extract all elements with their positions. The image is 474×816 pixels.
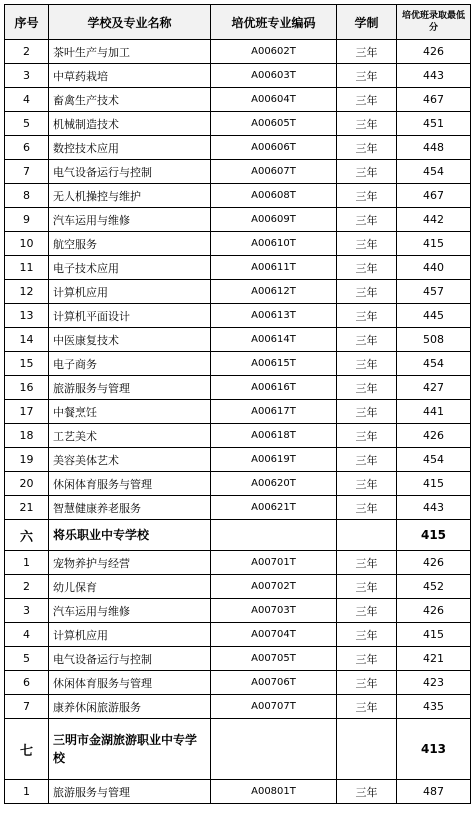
major-name: 休闲体育服务与管理	[49, 472, 211, 496]
min-score: 467	[397, 184, 471, 208]
major-name: 机械制造技术	[49, 112, 211, 136]
table-row	[5, 280, 471, 304]
major-name: 茶叶生产与加工	[49, 40, 211, 64]
duration	[337, 719, 397, 780]
duration: 三年	[337, 256, 397, 280]
major-name: 电气设备运行与控制	[49, 647, 211, 671]
row-index: 1	[5, 551, 49, 575]
min-score: 467	[397, 88, 471, 112]
major-name: 电子技术应用	[49, 256, 211, 280]
row-index: 3	[5, 64, 49, 88]
major-code: A00621T	[211, 496, 337, 520]
major-name: 电子商务	[49, 352, 211, 376]
min-score: 457	[397, 280, 471, 304]
major-code: A00603T	[211, 64, 337, 88]
row-index: 5	[5, 112, 49, 136]
min-score: 426	[397, 551, 471, 575]
row-index: 7	[5, 160, 49, 184]
major-name: 工艺美术	[49, 424, 211, 448]
min-score: 441	[397, 400, 471, 424]
major-code: A00702T	[211, 575, 337, 599]
duration: 三年	[337, 112, 397, 136]
duration: 三年	[337, 599, 397, 623]
min-score: 448	[397, 136, 471, 160]
school-name: 三明市金湖旅游职业中专学校	[49, 719, 211, 780]
duration: 三年	[337, 400, 397, 424]
major-name: 中医康复技术	[49, 328, 211, 352]
header-index: 序号	[5, 5, 49, 40]
major-code: A00612T	[211, 280, 337, 304]
table-row	[5, 424, 471, 448]
duration: 三年	[337, 623, 397, 647]
min-score: 440	[397, 256, 471, 280]
table-row	[5, 232, 471, 256]
major-code: A00606T	[211, 136, 337, 160]
min-score: 415	[397, 232, 471, 256]
min-score: 421	[397, 647, 471, 671]
table-row	[5, 472, 471, 496]
duration	[337, 520, 397, 551]
row-index: 16	[5, 376, 49, 400]
min-score: 427	[397, 376, 471, 400]
row-index: 6	[5, 671, 49, 695]
major-name: 计算机应用	[49, 623, 211, 647]
row-index: 5	[5, 647, 49, 671]
duration: 三年	[337, 40, 397, 64]
major-code: A00604T	[211, 88, 337, 112]
min-score: 454	[397, 448, 471, 472]
min-score: 423	[397, 671, 471, 695]
major-code	[211, 520, 337, 551]
row-index: 9	[5, 208, 49, 232]
duration: 三年	[337, 376, 397, 400]
major-name: 中草药栽培	[49, 64, 211, 88]
duration: 三年	[337, 208, 397, 232]
min-score: 452	[397, 575, 471, 599]
major-name: 畜禽生产技术	[49, 88, 211, 112]
row-index: 3	[5, 599, 49, 623]
major-name: 电气设备运行与控制	[49, 160, 211, 184]
table-row	[5, 64, 471, 88]
table-row	[5, 780, 471, 804]
duration: 三年	[337, 160, 397, 184]
duration: 三年	[337, 304, 397, 328]
table-row	[5, 623, 471, 647]
major-name: 宠物养护与经营	[49, 551, 211, 575]
header-name: 学校及专业名称	[49, 5, 211, 40]
duration: 三年	[337, 780, 397, 804]
min-score: 443	[397, 496, 471, 520]
duration: 三年	[337, 695, 397, 719]
row-index: 13	[5, 304, 49, 328]
table-row	[5, 184, 471, 208]
major-name: 航空服务	[49, 232, 211, 256]
table-row	[5, 647, 471, 671]
major-code: A00706T	[211, 671, 337, 695]
row-index: 12	[5, 280, 49, 304]
major-code: A00616T	[211, 376, 337, 400]
min-score: 415	[397, 520, 471, 551]
major-code: A00605T	[211, 112, 337, 136]
admission-score-table	[4, 4, 471, 804]
table-row	[5, 256, 471, 280]
major-code: A00620T	[211, 472, 337, 496]
major-code: A00705T	[211, 647, 337, 671]
major-name: 旅游服务与管理	[49, 376, 211, 400]
major-name: 旅游服务与管理	[49, 780, 211, 804]
duration: 三年	[337, 448, 397, 472]
major-code: A00608T	[211, 184, 337, 208]
row-index: 七	[5, 719, 49, 780]
duration: 三年	[337, 496, 397, 520]
min-score: 443	[397, 64, 471, 88]
min-score: 415	[397, 623, 471, 647]
row-index: 11	[5, 256, 49, 280]
row-index: 7	[5, 695, 49, 719]
major-name: 康养休闲旅游服务	[49, 695, 211, 719]
header-code: 培优班专业编码	[211, 5, 337, 40]
duration: 三年	[337, 424, 397, 448]
major-name: 智慧健康养老服务	[49, 496, 211, 520]
duration: 三年	[337, 232, 397, 256]
row-index: 2	[5, 40, 49, 64]
major-name: 汽车运用与维修	[49, 599, 211, 623]
duration: 三年	[337, 184, 397, 208]
header-duration: 学制	[337, 5, 397, 40]
major-name: 幼儿保育	[49, 575, 211, 599]
min-score: 413	[397, 719, 471, 780]
row-index: 2	[5, 575, 49, 599]
major-name: 计算机平面设计	[49, 304, 211, 328]
table-body	[5, 40, 471, 804]
table-row	[5, 551, 471, 575]
table-row	[5, 496, 471, 520]
table-row	[5, 160, 471, 184]
table-row	[5, 448, 471, 472]
table-row	[5, 112, 471, 136]
row-index: 15	[5, 352, 49, 376]
major-code	[211, 719, 337, 780]
table-row	[5, 575, 471, 599]
min-score: 451	[397, 112, 471, 136]
row-index: 1	[5, 780, 49, 804]
major-code: A00607T	[211, 160, 337, 184]
table-row	[5, 88, 471, 112]
duration: 三年	[337, 352, 397, 376]
table-row	[5, 695, 471, 719]
duration: 三年	[337, 647, 397, 671]
major-code: A00611T	[211, 256, 337, 280]
row-index: 20	[5, 472, 49, 496]
duration: 三年	[337, 64, 397, 88]
major-name: 计算机应用	[49, 280, 211, 304]
table-row	[5, 136, 471, 160]
table-row	[5, 352, 471, 376]
major-code: A00801T	[211, 780, 337, 804]
duration: 三年	[337, 472, 397, 496]
major-code: A00613T	[211, 304, 337, 328]
row-index: 6	[5, 136, 49, 160]
row-index: 六	[5, 520, 49, 551]
duration: 三年	[337, 575, 397, 599]
major-code: A00704T	[211, 623, 337, 647]
row-index: 17	[5, 400, 49, 424]
major-code: A00701T	[211, 551, 337, 575]
school-heading-row	[5, 719, 471, 780]
school-heading-row	[5, 520, 471, 551]
row-index: 14	[5, 328, 49, 352]
major-code: A00617T	[211, 400, 337, 424]
min-score: 426	[397, 40, 471, 64]
duration: 三年	[337, 551, 397, 575]
major-code: A00609T	[211, 208, 337, 232]
row-index: 8	[5, 184, 49, 208]
major-code: A00614T	[211, 328, 337, 352]
duration: 三年	[337, 136, 397, 160]
row-index: 4	[5, 88, 49, 112]
table-row	[5, 400, 471, 424]
min-score: 435	[397, 695, 471, 719]
major-code: A00610T	[211, 232, 337, 256]
school-name: 将乐职业中专学校	[49, 520, 211, 551]
major-name: 美容美体艺术	[49, 448, 211, 472]
table-row	[5, 208, 471, 232]
min-score: 415	[397, 472, 471, 496]
header-score: 培优班录取最低分	[397, 5, 471, 40]
major-code: A00602T	[211, 40, 337, 64]
major-name: 数控技术应用	[49, 136, 211, 160]
major-code: A00619T	[211, 448, 337, 472]
table-row	[5, 328, 471, 352]
major-name: 无人机操控与维护	[49, 184, 211, 208]
duration: 三年	[337, 328, 397, 352]
table-row	[5, 671, 471, 695]
major-code: A00703T	[211, 599, 337, 623]
min-score: 454	[397, 160, 471, 184]
row-index: 21	[5, 496, 49, 520]
table-row	[5, 376, 471, 400]
min-score: 445	[397, 304, 471, 328]
min-score: 508	[397, 328, 471, 352]
duration: 三年	[337, 280, 397, 304]
duration: 三年	[337, 671, 397, 695]
table-row	[5, 599, 471, 623]
major-name: 休闲体育服务与管理	[49, 671, 211, 695]
table-row	[5, 304, 471, 328]
major-name: 汽车运用与维修	[49, 208, 211, 232]
row-index: 18	[5, 424, 49, 448]
row-index: 10	[5, 232, 49, 256]
major-code: A00615T	[211, 352, 337, 376]
table-row	[5, 40, 471, 64]
major-name: 中餐烹饪	[49, 400, 211, 424]
major-code: A00618T	[211, 424, 337, 448]
header-row	[5, 5, 471, 40]
row-index: 4	[5, 623, 49, 647]
min-score: 487	[397, 780, 471, 804]
duration: 三年	[337, 88, 397, 112]
major-code: A00707T	[211, 695, 337, 719]
min-score: 454	[397, 352, 471, 376]
min-score: 426	[397, 599, 471, 623]
min-score: 426	[397, 424, 471, 448]
row-index: 19	[5, 448, 49, 472]
min-score: 442	[397, 208, 471, 232]
